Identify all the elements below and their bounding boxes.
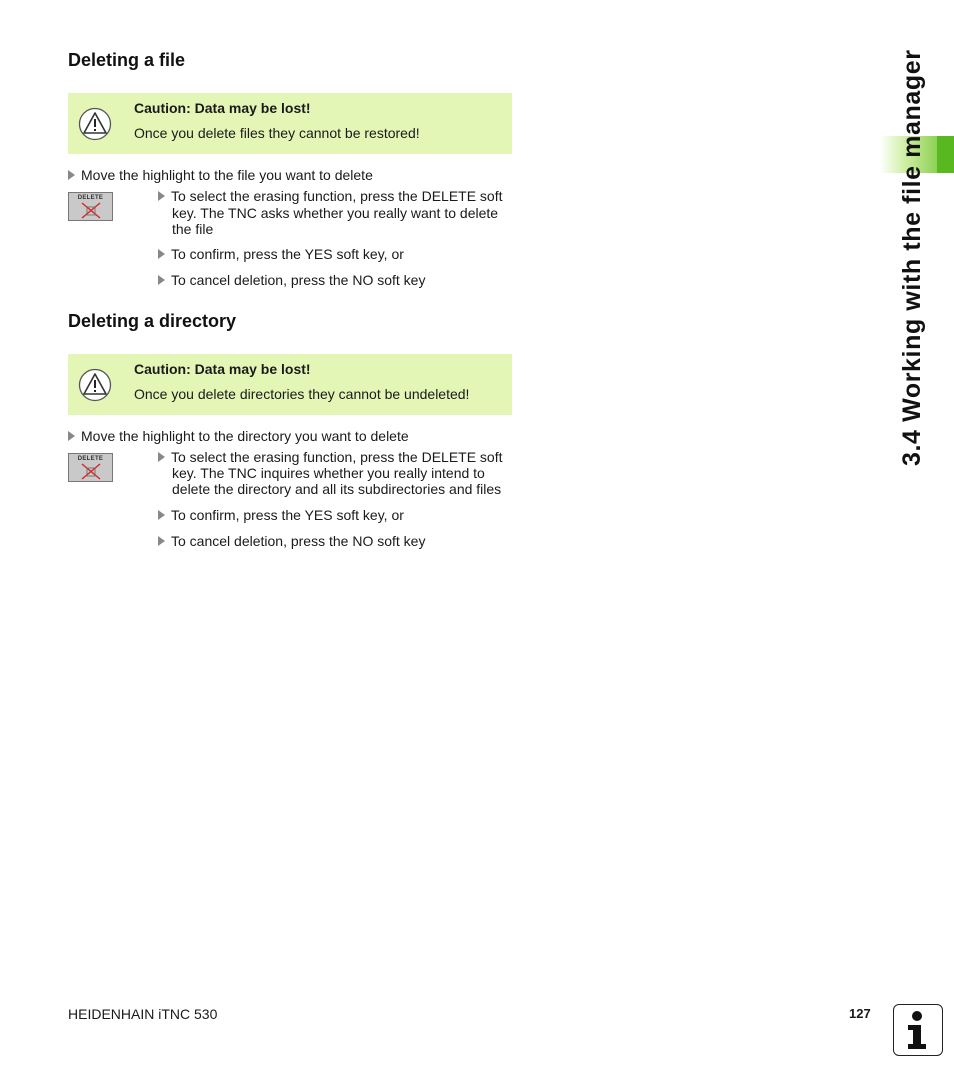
delete-softkey: DELETE xyxy=(68,192,113,221)
caution-title: Caution: Data may be lost! xyxy=(134,100,311,116)
arrow-right-icon xyxy=(158,452,165,462)
delete-softkey: DELETE xyxy=(68,453,113,482)
step-select-erase-line3: the file xyxy=(172,221,214,237)
caution-box xyxy=(68,93,512,154)
step-select-erase-line3: delete the directory and all its subdirectories and files xyxy=(172,481,502,497)
arrow-right-icon xyxy=(68,431,75,441)
chapter-title: 3.4 Working with the file manager xyxy=(898,49,926,466)
section-heading-delete-directory: Deleting a directory xyxy=(68,311,237,331)
step-select-erase-line2: key. The TNC asks whether you really want to delete xyxy=(172,205,499,221)
info-icon xyxy=(893,1004,943,1056)
warning-triangle-icon xyxy=(78,368,112,402)
arrow-right-icon xyxy=(158,191,165,201)
delete-x-icon xyxy=(81,202,101,219)
arrow-right-icon xyxy=(158,536,165,546)
step-select-erase-line2: key. The TNC inquires whether you really intend to xyxy=(172,465,485,481)
arrow-right-icon xyxy=(158,249,165,259)
arrow-right-icon xyxy=(158,510,165,520)
caution-box xyxy=(68,354,512,415)
caution-text: Once you delete directories they cannot be undeleted! xyxy=(134,386,470,402)
footer-product: HEIDENHAIN iTNC 530 xyxy=(68,1006,218,1022)
arrow-right-icon xyxy=(68,170,75,180)
chapter-tab xyxy=(937,136,954,173)
caution-title: Caution: Data may be lost! xyxy=(134,361,311,377)
delete-x-icon xyxy=(81,463,101,480)
arrow-right-icon xyxy=(158,275,165,285)
page-number: 127 xyxy=(849,1006,871,1021)
caution-text: Once you delete files they cannot be restored! xyxy=(134,125,420,141)
section-heading-delete-file: Deleting a file xyxy=(68,50,186,70)
warning-triangle-icon xyxy=(78,107,112,141)
